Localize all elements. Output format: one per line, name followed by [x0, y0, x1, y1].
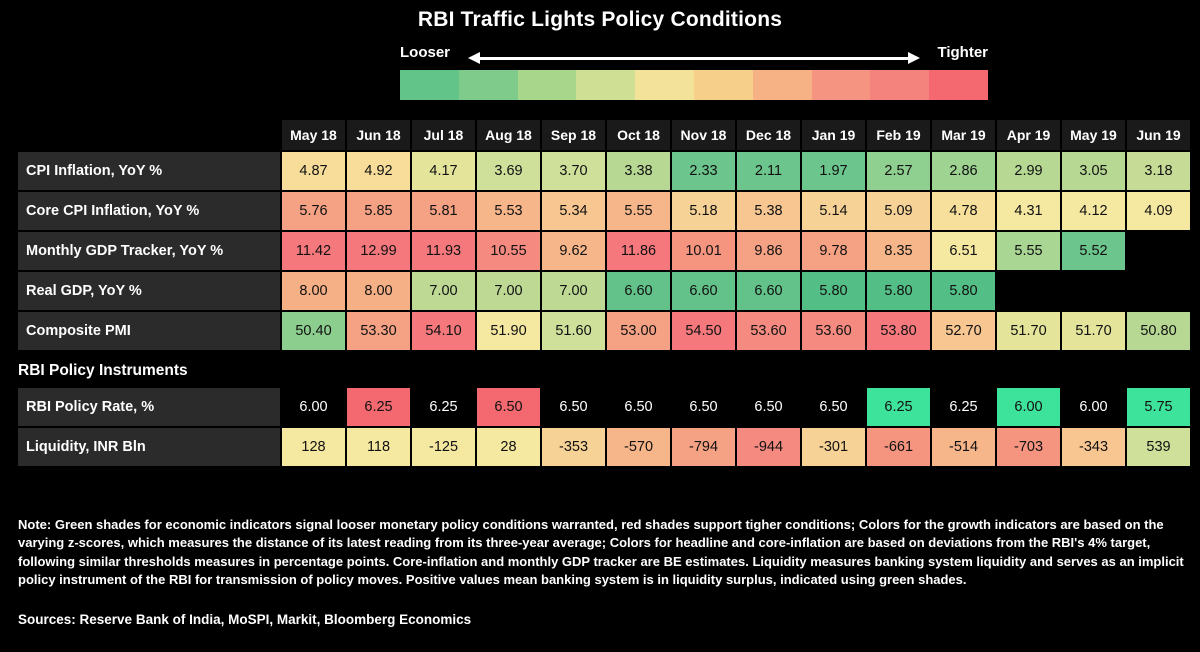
legend-labels [400, 44, 988, 66]
page-title: RBI Traffic Lights Policy Conditions [417, 8, 783, 31]
data-cell: 1.97 [802, 152, 865, 190]
data-cell: 9.78 [802, 232, 865, 270]
data-cell: 11.93 [412, 232, 475, 270]
legend-segment-5 [694, 70, 753, 100]
column-header-10: Mar 19 [932, 120, 995, 150]
data-cell: 4.92 [347, 152, 410, 190]
data-cell: 5.52 [1062, 232, 1125, 270]
data-cell: 5.80 [867, 272, 930, 310]
data-cell: -794 [672, 428, 735, 466]
data-cell: 5.81 [412, 192, 475, 230]
data-cell: 5.34 [542, 192, 605, 230]
data-cell: -301 [802, 428, 865, 466]
data-cell: 6.00 [282, 388, 345, 426]
data-cell: 7.00 [477, 272, 540, 310]
data-cell: 8.00 [282, 272, 345, 310]
data-cell: 53.80 [867, 312, 930, 350]
data-cell: 6.51 [932, 232, 995, 270]
legend-segment-8 [870, 70, 929, 100]
data-cell: 2.57 [867, 152, 930, 190]
row-label: Core CPI Inflation, YoY % [18, 192, 280, 230]
table-row [18, 388, 1190, 426]
data-cell: 6.25 [867, 388, 930, 426]
data-cell: 9.62 [542, 232, 605, 270]
data-cell: 3.38 [607, 152, 670, 190]
data-cell: 28 [477, 428, 540, 466]
legend-segment-6 [753, 70, 812, 100]
data-cell: 11.86 [607, 232, 670, 270]
data-cell: 5.75 [1127, 388, 1190, 426]
data-cell: 4.87 [282, 152, 345, 190]
data-cell: 4.78 [932, 192, 995, 230]
data-cell: 4.17 [412, 152, 475, 190]
legend-looser-label: Looser [400, 44, 451, 61]
row-label: CPI Inflation, YoY % [18, 152, 280, 190]
data-cell: 12.99 [347, 232, 410, 270]
column-header-12: May 19 [1062, 120, 1125, 150]
data-cell: 6.60 [607, 272, 670, 310]
column-header-11: Apr 19 [997, 120, 1060, 150]
data-cell: 5.14 [802, 192, 865, 230]
data-cell: 53.30 [347, 312, 410, 350]
data-cell: 50.40 [282, 312, 345, 350]
data-cell: 54.50 [672, 312, 735, 350]
data-cell: 5.53 [477, 192, 540, 230]
data-cell: 6.50 [672, 388, 735, 426]
data-cell: 5.09 [867, 192, 930, 230]
legend-segment-7 [812, 70, 871, 100]
data-cell: 4.31 [997, 192, 1060, 230]
legend-segment-0 [400, 70, 459, 100]
instruments-table [16, 386, 1192, 468]
column-header-2: Jul 18 [412, 120, 475, 150]
data-cell: 53.00 [607, 312, 670, 350]
data-cell: 2.11 [737, 152, 800, 190]
table-row [18, 232, 1190, 270]
row-label: RBI Policy Rate, % [18, 388, 280, 426]
table-row [18, 312, 1190, 350]
data-cell: -343 [1062, 428, 1125, 466]
data-cell: 7.00 [412, 272, 475, 310]
data-cell: 5.55 [607, 192, 670, 230]
column-header-13: Jun 19 [1127, 120, 1190, 150]
data-cell: 6.50 [542, 388, 605, 426]
data-cell: 6.60 [672, 272, 735, 310]
table-row [18, 272, 1190, 310]
data-cell: 10.55 [477, 232, 540, 270]
data-cell: -570 [607, 428, 670, 466]
data-cell: 2.33 [672, 152, 735, 190]
data-cell: 2.86 [932, 152, 995, 190]
data-cell: 4.12 [1062, 192, 1125, 230]
row-label: Liquidity, INR Bln [18, 428, 280, 466]
data-cell: 5.85 [347, 192, 410, 230]
data-cell [1127, 272, 1190, 310]
legend-tighter-label: Tighter [937, 44, 988, 61]
data-cell: -703 [997, 428, 1060, 466]
data-cell: 5.76 [282, 192, 345, 230]
data-cell: -353 [542, 428, 605, 466]
data-cell: 6.00 [997, 388, 1060, 426]
data-cell: 8.35 [867, 232, 930, 270]
data-cell: 9.86 [737, 232, 800, 270]
table-header-row [18, 120, 1190, 150]
data-cell: 5.80 [802, 272, 865, 310]
column-header-7: Dec 18 [737, 120, 800, 150]
data-cell: 5.38 [737, 192, 800, 230]
instruments-section-title: RBI Policy Instruments [18, 362, 188, 379]
column-header-9: Feb 19 [867, 120, 930, 150]
data-cell: 6.25 [932, 388, 995, 426]
footnote: Note: Green shades for economic indicators signal looser monetary policy conditions warranted, red shades support tigher conditions; Colors for the growth indicators are based on the varying z-scores, which measures the distance of its latest reading from its three-year average; Colors for headline and core-inflation are based on deviations from the RBI's 4% target, following similar thresholds measures in percentage points. Core-inflation and monthly GDP tracker are BE estimates. Liquidity measures banking system liquidity and serves as an implicit policy instrument of the RBI for transmission of policy moves. Positive values mean banking system is in liquidity surplus, indicated using green shades. [18, 517, 1184, 588]
data-cell [1062, 272, 1125, 310]
indicators-table [16, 118, 1192, 352]
data-cell: 5.55 [997, 232, 1060, 270]
row-label: Monthly GDP Tracker, YoY % [18, 232, 280, 270]
data-cell: 51.70 [997, 312, 1060, 350]
legend-segment-9 [929, 70, 988, 100]
data-cell: 6.60 [737, 272, 800, 310]
data-cell: 51.70 [1062, 312, 1125, 350]
table-row [18, 428, 1190, 466]
column-header-5: Oct 18 [607, 120, 670, 150]
column-header-3: Aug 18 [477, 120, 540, 150]
data-cell: 2.99 [997, 152, 1060, 190]
data-cell: 6.50 [737, 388, 800, 426]
column-header-4: Sep 18 [542, 120, 605, 150]
data-cell: 5.18 [672, 192, 735, 230]
legend [400, 44, 988, 100]
data-cell: 6.50 [477, 388, 540, 426]
legend-gradient-bar [400, 70, 988, 100]
sources-line: Sources: Reserve Bank of India, MoSPI, Markit, Bloomberg Economics [18, 612, 472, 627]
arrow-right-icon [908, 52, 920, 64]
data-cell: 7.00 [542, 272, 605, 310]
data-cell: 53.60 [802, 312, 865, 350]
legend-segment-2 [518, 70, 577, 100]
table-row [18, 192, 1190, 230]
data-cell: 51.60 [542, 312, 605, 350]
column-header-1: Jun 18 [347, 120, 410, 150]
column-header-0: May 18 [282, 120, 345, 150]
data-cell: 5.80 [932, 272, 995, 310]
data-cell: 3.05 [1062, 152, 1125, 190]
data-cell: 10.01 [672, 232, 735, 270]
data-cell: 6.25 [347, 388, 410, 426]
tables-area [16, 118, 1184, 468]
data-cell: 6.25 [412, 388, 475, 426]
data-cell: -661 [867, 428, 930, 466]
data-cell: -125 [412, 428, 475, 466]
table-row [18, 152, 1190, 190]
data-cell: 50.80 [1127, 312, 1190, 350]
data-cell: 54.10 [412, 312, 475, 350]
data-cell: 51.90 [477, 312, 540, 350]
data-cell: 539 [1127, 428, 1190, 466]
data-cell: 52.70 [932, 312, 995, 350]
legend-segment-1 [459, 70, 518, 100]
row-label: Composite PMI [18, 312, 280, 350]
data-cell: 3.18 [1127, 152, 1190, 190]
data-cell: 8.00 [347, 272, 410, 310]
column-header-8: Jan 19 [802, 120, 865, 150]
data-cell: 6.00 [1062, 388, 1125, 426]
data-cell: 3.69 [477, 152, 540, 190]
data-cell [1127, 232, 1190, 270]
data-cell: 118 [347, 428, 410, 466]
data-cell: 6.50 [607, 388, 670, 426]
data-cell: -944 [737, 428, 800, 466]
data-cell: -514 [932, 428, 995, 466]
column-header-6: Nov 18 [672, 120, 735, 150]
data-cell: 11.42 [282, 232, 345, 270]
legend-segment-4 [635, 70, 694, 100]
data-cell: 53.60 [737, 312, 800, 350]
row-label: Real GDP, YoY % [18, 272, 280, 310]
data-cell: 128 [282, 428, 345, 466]
legend-segment-3 [576, 70, 635, 100]
data-cell: 4.09 [1127, 192, 1190, 230]
data-cell: 6.50 [802, 388, 865, 426]
data-cell [997, 272, 1060, 310]
legend-arrow [468, 52, 920, 64]
data-cell: 3.70 [542, 152, 605, 190]
arrow-line [476, 57, 912, 60]
table-corner [18, 120, 280, 150]
